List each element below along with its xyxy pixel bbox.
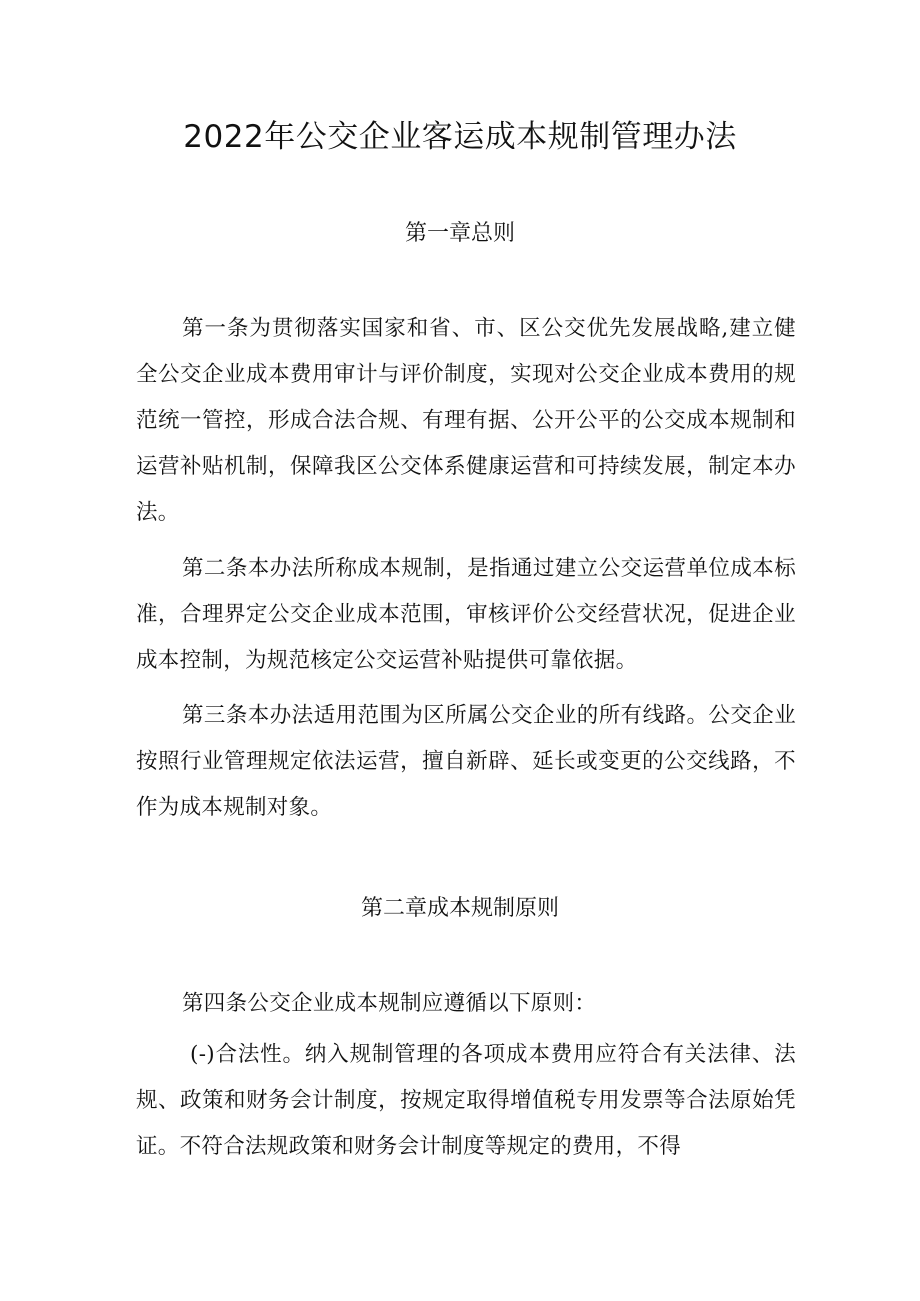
chapter-heading-2: 第二章成本规制原则	[360, 896, 559, 921]
document-title: 2022年公交企业客运成本规制管理办法	[183, 119, 737, 155]
article-1: 第一条为贯彻落实国家和省、市、区公交优先发展战略,建立健全公交企业成本费用审计与评价制度，实现对公交企业成本费用的规范统一管控，形成合法合规、有理有据、公开公平的公交成本规制和运营补贴机制，保障我区公交体系健康运营和可持续发展，制定本办法。	[136, 316, 796, 525]
chapter-heading-1: 第一章总则	[404, 221, 515, 246]
article-4: 第四条公交企业成本规制应遵循以下原则：	[182, 991, 597, 1016]
principle-legality: (-)合法性。纳入规制管理的各项成本费用应符合有关法律、法规、政策和财务会计制度，按规定取得增值税专用发票等合法原始凭证。不符合法规政策和财务会计制度等规定的费用，不得	[136, 1042, 796, 1159]
article-3: 第三条本办法适用范围为区所属公交企业的所有线路。公交企业按照行业管理规定依法运营，擅自新辟、延长或变更的公交线路，不作为成本规制对象。	[136, 703, 796, 820]
article-2: 第二条本办法所称成本规制，是指通过建立公交运营单位成本标准，合理界定公交企业成本范围，审核评价公交经营状况，促进企业成本控制，为规范核定公交运营补贴提供可靠依据。	[136, 556, 796, 673]
